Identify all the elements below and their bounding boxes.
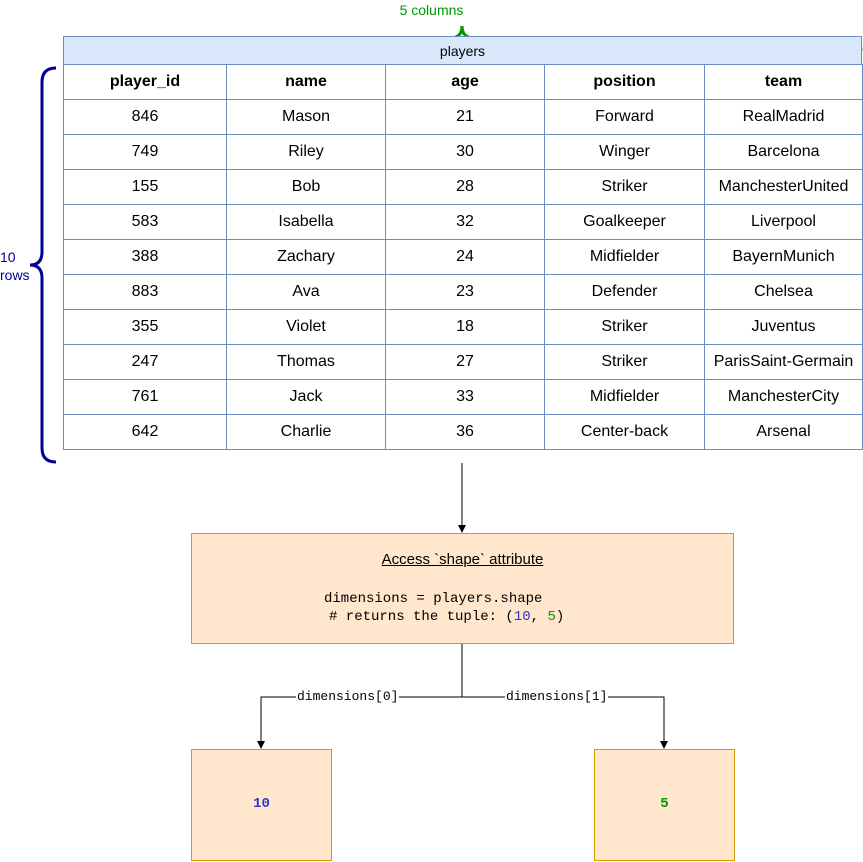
table-cell: Striker: [545, 170, 705, 205]
table-cell: Thomas: [227, 345, 386, 380]
table-cell: 27: [386, 345, 545, 380]
access-shape-box: [191, 533, 734, 644]
table-cell: Center-back: [545, 415, 705, 450]
table-cell: Isabella: [227, 205, 386, 240]
table-cell: Charlie: [227, 415, 386, 450]
column-header: age: [386, 65, 545, 100]
table-cell: Ava: [227, 275, 386, 310]
table-cell: 155: [64, 170, 227, 205]
table-row: [64, 205, 863, 240]
table-cell: Zachary: [227, 240, 386, 275]
rows-result-box: [191, 749, 332, 861]
rows-count-word: rows: [0, 267, 30, 283]
columns-result-value: 5: [660, 796, 669, 812]
column-header: position: [545, 65, 705, 100]
table-cell: 642: [64, 415, 227, 450]
code-columns-value: 5: [547, 609, 556, 625]
rows-count-label: [0, 248, 30, 284]
table-cell: Violet: [227, 310, 386, 345]
table-cell: 247: [64, 345, 227, 380]
table-cell: 583: [64, 205, 227, 240]
table-cell: ManchesterCity: [705, 380, 863, 415]
access-box-title: Access `shape` attribute: [381, 551, 544, 568]
table-cell: 883: [64, 275, 227, 310]
table-row: [64, 170, 863, 205]
table-cell: 18: [386, 310, 545, 345]
code-separator: ,: [530, 609, 548, 625]
columns-result-box: [594, 749, 735, 861]
table-cell: 36: [386, 415, 545, 450]
table-cell: Striker: [545, 345, 705, 380]
rows-brace: [30, 68, 56, 462]
column-header: team: [705, 65, 863, 100]
table-cell: Bob: [227, 170, 386, 205]
table-row: [64, 380, 863, 415]
table-cell: ManchesterUnited: [705, 170, 863, 205]
table-cell: 23: [386, 275, 545, 310]
columns-count-label: 5 columns: [399, 2, 464, 18]
players-table: [63, 36, 862, 450]
table-cell: 388: [64, 240, 227, 275]
table-cell: 21: [386, 100, 545, 135]
table-cell: Mason: [227, 100, 386, 135]
players-grid: [63, 64, 863, 450]
dimensions-1-label: dimensions[1]: [506, 689, 608, 704]
table-cell: Arsenal: [705, 415, 863, 450]
table-cell: Goalkeeper: [545, 205, 705, 240]
table-cell: BayernMunich: [705, 240, 863, 275]
table-cell: 28: [386, 170, 545, 205]
table-cell: 30: [386, 135, 545, 170]
table-cell: Midfielder: [545, 380, 705, 415]
table-row: [64, 135, 863, 170]
code-comment-prefix: # returns the tuple: (: [329, 609, 514, 625]
table-row: [64, 100, 863, 135]
column-header: player_id: [64, 65, 227, 100]
table-cell: Forward: [545, 100, 705, 135]
column-header: name: [227, 65, 386, 100]
table-cell: Barcelona: [705, 135, 863, 170]
arrowhead-left: [257, 741, 265, 749]
code-rows-value: 10: [513, 609, 531, 625]
table-row: [64, 275, 863, 310]
table-cell: 761: [64, 380, 227, 415]
table-cell: Chelsea: [705, 275, 863, 310]
table-title: players: [63, 36, 862, 64]
table-cell: 24: [386, 240, 545, 275]
table-cell: ParisSaint-Germain: [705, 345, 863, 380]
rows-result-value: 10: [253, 796, 270, 812]
code-comment-line: [329, 609, 564, 625]
table-cell: 33: [386, 380, 545, 415]
table-header-row: [64, 65, 863, 100]
code-assignment-line: dimensions = players.shape: [324, 591, 543, 607]
table-row: [64, 310, 863, 345]
table-cell: Juventus: [705, 310, 863, 345]
table-cell: RealMadrid: [705, 100, 863, 135]
dimensions-0-label: dimensions[0]: [297, 689, 399, 704]
table-cell: 32: [386, 205, 545, 240]
table-row: [64, 415, 863, 450]
table-row: [64, 345, 863, 380]
arrowhead-right: [660, 741, 668, 749]
table-cell: Striker: [545, 310, 705, 345]
table-cell: Midfielder: [545, 240, 705, 275]
table-cell: Winger: [545, 135, 705, 170]
table-cell: Riley: [227, 135, 386, 170]
table-cell: 355: [64, 310, 227, 345]
table-cell: 846: [64, 100, 227, 135]
code-comment-suffix: ): [555, 609, 565, 625]
table-row: [64, 240, 863, 275]
table-cell: Defender: [545, 275, 705, 310]
arrowhead-access: [458, 525, 466, 533]
rows-count-number: 10: [0, 249, 16, 265]
table-cell: Jack: [227, 380, 386, 415]
table-cell: Liverpool: [705, 205, 863, 240]
table-cell: 749: [64, 135, 227, 170]
